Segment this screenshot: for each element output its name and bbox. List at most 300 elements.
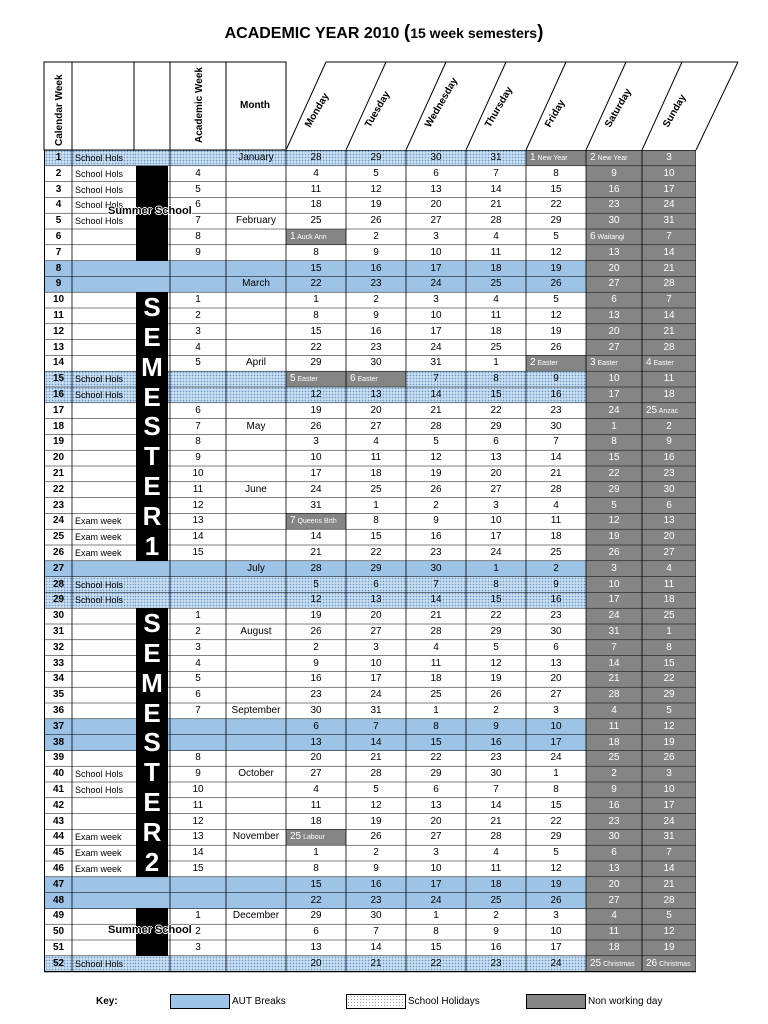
day-cell: 24: [586, 608, 642, 624]
day-cell: 22: [550, 815, 562, 827]
day-cell: 3: [553, 705, 559, 716]
day-cell: 28: [490, 215, 502, 227]
day-cell: 19: [550, 325, 562, 337]
semester-2-bar: [136, 608, 168, 877]
key-aut-swatch: [170, 994, 230, 1009]
semester-letter: E: [143, 381, 161, 412]
day-cell: 3 Easter: [586, 355, 642, 371]
day-cell: 30: [370, 357, 382, 369]
day-header-friday: Friday: [543, 98, 568, 130]
calendar-week-cell: 38: [44, 735, 72, 751]
day-cell: 25: [586, 750, 642, 766]
day-cell: 13: [286, 735, 346, 751]
day-cell: 9: [642, 434, 696, 450]
day-cell: 26: [586, 545, 642, 561]
day-cell: 15: [550, 799, 562, 811]
day-cell: 10: [586, 371, 642, 387]
day-cell: 3: [433, 231, 439, 242]
day-cell: 16: [586, 798, 642, 814]
day-cell: 3: [553, 910, 559, 922]
day-cell: 30: [490, 768, 502, 780]
day-cell: 4: [493, 847, 499, 859]
day-cell: 2: [526, 561, 586, 577]
day-cell: 20: [430, 815, 442, 827]
day-cell: 6: [346, 577, 406, 593]
day-cell: 15: [586, 450, 642, 466]
day-cell: 20: [642, 529, 696, 545]
calendar-week-cell: 15: [44, 371, 72, 387]
day-cell: 18: [370, 468, 382, 479]
day-cell: 12: [286, 592, 346, 608]
semester-letter: E: [143, 471, 161, 502]
day-cell: 4: [373, 436, 379, 448]
week-label-cell: Exam week: [75, 548, 122, 558]
day-cell: 13: [586, 245, 642, 261]
day-cell: 24: [490, 547, 502, 558]
day-cell: 12: [642, 924, 696, 940]
day-cell: 26 Christmas: [642, 956, 696, 972]
day-cell: 21: [490, 199, 502, 211]
day-cell: 30: [406, 150, 466, 166]
day-cell: 4: [642, 561, 696, 577]
day-cell: 7: [642, 229, 696, 245]
day-cell: 13: [586, 861, 642, 877]
day-cell: 13: [586, 308, 642, 324]
day-cell: 12: [370, 183, 382, 195]
day-cell: 12: [286, 387, 346, 403]
day-cell: 8: [642, 640, 696, 656]
academic-week-cell: 9: [195, 246, 201, 258]
day-cell: 11: [490, 863, 502, 874]
day-cell: 27: [586, 340, 642, 356]
semester-letter: T: [144, 757, 160, 788]
day-cell: 1: [313, 294, 319, 306]
day-cell: 1: [493, 357, 499, 369]
academic-week-cell: 1: [195, 610, 201, 622]
day-cell: 3: [433, 294, 439, 306]
day-cell: 25: [550, 547, 562, 558]
academic-week-cell: 4: [195, 657, 201, 669]
day-cell: 29: [490, 626, 502, 637]
day-cell: 30: [406, 561, 466, 577]
calendar-week-cell: 39: [44, 750, 72, 766]
day-cell: 30: [310, 705, 322, 716]
day-cell: 21: [310, 547, 322, 558]
day-cell: 30: [550, 420, 562, 432]
month-cell: November: [232, 831, 280, 843]
key-label: Key:: [96, 996, 118, 1007]
day-cell: 22: [286, 893, 346, 909]
day-cell: 21: [430, 610, 442, 622]
day-cell: 13: [310, 942, 322, 953]
calendar-week-cell: 41: [44, 782, 72, 798]
academic-week-cell: 10: [192, 468, 204, 479]
day-cell: 31: [642, 213, 696, 229]
day-cell: 29: [430, 768, 442, 780]
academic-week-cell: 1: [195, 910, 201, 922]
day-cell: 28: [370, 768, 382, 780]
day-cell: 24: [430, 341, 442, 353]
day-cell: 20: [490, 468, 502, 479]
day-cell: 28: [586, 687, 642, 703]
day-cell: 25: [466, 893, 526, 909]
day-cell: 9: [373, 246, 379, 258]
day-cell: 5: [373, 784, 379, 795]
day-cell: 5: [373, 167, 379, 179]
semester-letter: E: [143, 697, 161, 728]
day-cell: 28: [286, 561, 346, 577]
day-cell: 7: [373, 926, 379, 938]
day-cell: 24: [406, 893, 466, 909]
day-cell: 28: [430, 420, 442, 432]
day-cell: 19: [586, 529, 642, 545]
day-cell: 13: [346, 592, 406, 608]
academic-week-cell: 13: [192, 831, 204, 843]
day-cell: 5: [493, 641, 499, 653]
summer-school-bottom-label: Summer School: [108, 924, 192, 937]
day-cell: 12: [550, 310, 562, 321]
day-cell: 15: [466, 387, 526, 403]
academic-week-cell: 9: [195, 768, 201, 780]
week-label-cell: School Hols: [72, 577, 134, 593]
day-cell: 30: [642, 482, 696, 498]
calendar-week-cell: 37: [44, 719, 72, 735]
day-cell: 31: [430, 357, 442, 369]
day-cell: 16: [526, 387, 586, 403]
day-cell: 16: [466, 735, 526, 751]
day-cell: 22: [430, 752, 442, 764]
day-cell: 9: [586, 166, 642, 182]
calendar-week-cell: 29: [44, 592, 72, 608]
day-cell: 13: [490, 452, 502, 464]
academic-week-cell: 3: [195, 325, 201, 337]
day-cell: 2: [373, 847, 379, 859]
day-cell: 11: [642, 577, 696, 593]
day-cell: 28: [550, 483, 562, 495]
calendar-week-cell: 3: [44, 182, 72, 198]
semester-letter: S: [143, 411, 161, 442]
day-cell: 13: [430, 183, 442, 195]
week-label-cell: Exam week: [75, 864, 122, 874]
day-header-thursday: Thursday: [483, 85, 516, 130]
day-cell: 19: [490, 673, 502, 685]
day-cell: 25: [490, 341, 502, 353]
day-cell: 6: [313, 926, 319, 938]
academic-week-cell: 6: [195, 689, 201, 701]
day-cell: 25: [310, 215, 322, 227]
day-cell: 16: [346, 261, 406, 277]
calendar-week-cell: 45: [44, 845, 72, 861]
calendar-week-cell: 17: [44, 403, 72, 419]
day-cell: 5: [586, 498, 642, 514]
week-label-cell: School Hols: [75, 184, 124, 195]
day-cell: 18: [586, 940, 642, 956]
day-cell: 8: [553, 784, 559, 795]
day-cell: 12: [370, 799, 382, 811]
day-cell: 6: [433, 167, 439, 179]
day-cell: 29: [490, 420, 502, 432]
day-cell: 9: [526, 371, 586, 387]
month-cell: August: [240, 626, 272, 637]
day-cell: 6: [493, 436, 499, 448]
week-label-cell: School Hols: [72, 371, 134, 387]
title-paren-close: ): [537, 22, 544, 43]
month-cell: February: [235, 215, 276, 227]
day-cell: 3: [586, 561, 642, 577]
day-cell: 22: [586, 466, 642, 482]
day-cell: 6: [286, 719, 346, 735]
day-cell: 16: [310, 673, 322, 685]
day-cell: 21: [642, 877, 696, 893]
day-cell: 29: [310, 357, 322, 369]
day-cell: 14: [310, 531, 322, 543]
day-cell: 7: [406, 371, 466, 387]
day-cell: 10: [526, 719, 586, 735]
day-cell: 17: [490, 531, 502, 543]
academic-week-cell: 7: [195, 215, 201, 227]
day-cell: 29: [550, 831, 562, 843]
calendar-week-cell: 14: [44, 355, 72, 371]
day-cell: 6 Easter: [346, 371, 406, 387]
day-cell: 8: [406, 719, 466, 735]
day-cell: 24: [370, 689, 382, 701]
day-cell: 17: [550, 942, 562, 953]
week-label-cell: School Hols: [72, 150, 134, 166]
day-cell: 20: [586, 877, 642, 893]
day-cell: 27: [550, 689, 562, 701]
calendar-week-cell: 18: [44, 419, 72, 435]
day-cell: 19: [310, 610, 322, 622]
day-cell: 22: [406, 956, 466, 972]
calendar-week-cell: 1: [44, 150, 72, 166]
day-cell: 10: [490, 515, 502, 527]
day-cell: 14: [586, 656, 642, 672]
academic-week-cell: 5: [195, 183, 201, 195]
day-cell: 17: [406, 261, 466, 277]
day-cell: 15: [642, 656, 696, 672]
day-cell: 8: [433, 926, 439, 938]
academic-week-cell: 15: [192, 547, 204, 558]
month-cell: May: [246, 420, 266, 432]
day-cell: 9: [586, 782, 642, 798]
day-cell: 14: [550, 452, 562, 464]
day-cell: 11: [490, 310, 502, 321]
day-cell: 16: [526, 592, 586, 608]
academic-week-cell: 9: [195, 452, 201, 464]
day-cell: 21: [490, 815, 502, 827]
day-cell: 2 Easter: [526, 355, 586, 371]
calendar-week-cell: 36: [44, 703, 72, 719]
academic-week-cell: 1: [195, 294, 201, 306]
day-cell: 25: [642, 608, 696, 624]
day-header-monday: Monday: [303, 91, 332, 130]
day-cell: 10: [430, 863, 442, 874]
key-school-label: School Holidays: [408, 996, 480, 1007]
semester-letter: S: [143, 727, 161, 758]
day-cell: 26: [550, 341, 562, 353]
day-cell: 27: [586, 276, 642, 292]
academic-week-cell: 13: [192, 515, 204, 527]
academic-week-cell: 15: [192, 863, 204, 874]
day-header-tuesday: Tuesday: [363, 89, 393, 130]
day-cell: 23: [586, 814, 642, 830]
day-cell: 12: [586, 513, 642, 529]
day-cell: 17: [370, 673, 382, 685]
day-cell: 12: [550, 246, 562, 258]
calendar-week-header: Calendar Week: [54, 74, 65, 146]
day-cell: 19: [310, 404, 322, 416]
day-cell: 2: [642, 419, 696, 435]
day-cell: 31: [642, 829, 696, 845]
day-cell: 2: [493, 910, 499, 922]
calendar-week-cell: 31: [44, 624, 72, 640]
academic-week-cell: 3: [195, 641, 201, 653]
calendar-week-cell: 10: [44, 292, 72, 308]
day-cell: 24: [526, 956, 586, 972]
day-cell: 30: [586, 213, 642, 229]
key-nonwork-swatch: [526, 994, 586, 1009]
calendar-week-cell: 35: [44, 687, 72, 703]
calendar-week-cell: 23: [44, 498, 72, 514]
day-cell: 11: [586, 719, 642, 735]
day-cell: 4: [586, 908, 642, 924]
day-cell: 21: [642, 261, 696, 277]
calendar-week-cell: 5: [44, 213, 72, 229]
academic-week-cell: 12: [192, 499, 204, 511]
day-cell: 22: [370, 547, 382, 558]
day-cell: 5: [286, 577, 346, 593]
day-cell: 20: [586, 261, 642, 277]
week-label-cell: School Hols: [75, 168, 124, 179]
day-cell: 4: [433, 641, 439, 653]
day-cell: 21: [346, 956, 406, 972]
day-cell: 7: [586, 640, 642, 656]
week-label-cell: School Hols: [75, 769, 124, 780]
day-cell: 28: [286, 150, 346, 166]
day-cell: 1: [433, 910, 439, 922]
day-cell: 11: [550, 515, 562, 527]
title-main: ACADEMIC YEAR 2010: [224, 25, 404, 42]
day-cell: 4: [553, 499, 559, 511]
day-cell: 14: [490, 183, 502, 195]
day-cell: 2: [433, 499, 439, 511]
month-cell: October: [238, 768, 274, 780]
day-cell: 13: [550, 657, 562, 669]
day-cell: 23: [490, 752, 502, 764]
day-cell: 2: [373, 231, 379, 242]
calendar-week-cell: 33: [44, 656, 72, 672]
day-cell: 13: [430, 799, 442, 811]
day-cell: 30: [586, 829, 642, 845]
week-label-cell: School Hols: [75, 785, 124, 795]
semester-letter: E: [143, 321, 161, 352]
day-cell: 14: [346, 735, 406, 751]
calendar-week-cell: 40: [44, 766, 72, 782]
day-cell: 29: [586, 482, 642, 498]
day-cell: 1: [466, 561, 526, 577]
calendar-week-cell: 21: [44, 466, 72, 482]
day-cell: 18: [490, 325, 502, 337]
day-cell: 16: [642, 450, 696, 466]
academic-week-cell: 14: [192, 847, 204, 859]
academic-week-cell: 14: [192, 531, 204, 543]
academic-week-cell: 8: [195, 436, 201, 448]
calendar-week-cell: 19: [44, 434, 72, 450]
calendar-week-cell: 34: [44, 671, 72, 687]
day-cell: 23: [642, 466, 696, 482]
key-school-swatch: [346, 994, 406, 1009]
day-cell: 10: [370, 657, 382, 669]
semester-letter: 1: [144, 530, 160, 561]
day-cell: 27: [642, 545, 696, 561]
academic-week-cell: 12: [192, 815, 204, 827]
day-cell: 26: [430, 483, 442, 495]
day-cell: 26: [526, 893, 586, 909]
day-cell: 29: [346, 150, 406, 166]
day-cell: 17: [310, 468, 322, 479]
day-cell: 2: [373, 294, 379, 306]
day-cell: 8: [553, 167, 559, 179]
semester-letter: 2: [144, 846, 160, 877]
calendar-week-cell: 20: [44, 450, 72, 466]
title-paren-open: (: [403, 22, 411, 43]
day-cell: 11: [586, 924, 642, 940]
academic-week-header: Academic Week: [194, 67, 205, 143]
day-cell: 22: [490, 404, 502, 416]
day-cell: 8: [466, 371, 526, 387]
day-cell: 25: [370, 483, 382, 495]
day-cell: 16: [490, 942, 502, 953]
academic-week-cell: 11: [192, 483, 204, 495]
day-cell: 4: [313, 784, 319, 795]
month-cell: September: [231, 705, 281, 716]
day-cell: 15: [430, 942, 442, 953]
day-cell: 26: [526, 276, 586, 292]
week-label-cell: School Hols: [75, 200, 124, 211]
day-cell: 11: [642, 371, 696, 387]
day-cell: 23: [550, 610, 562, 622]
day-cell: 8: [313, 863, 319, 874]
day-cell: 28: [642, 893, 696, 909]
day-cell: 1: [433, 705, 439, 716]
day-header-saturday: Saturday: [603, 86, 634, 130]
academic-week-cell: 2: [195, 926, 201, 938]
day-cell: 6: [586, 292, 642, 308]
semester-letter: S: [143, 292, 161, 323]
table-header: [0, 0, 768, 160]
day-cell: 17: [642, 182, 696, 198]
academic-week-cell: 8: [195, 231, 201, 242]
day-cell: 7: [406, 577, 466, 593]
day-cell: 27: [430, 215, 442, 227]
day-cell: 22: [642, 671, 696, 687]
day-cell: 2: [493, 705, 499, 716]
calendar-week-cell: 6: [44, 229, 72, 245]
calendar-week-cell: 44: [44, 829, 72, 845]
day-cell: 17: [642, 798, 696, 814]
day-cell: 18: [642, 387, 696, 403]
day-cell: 2: [586, 766, 642, 782]
calendar-week-cell: 12: [44, 324, 72, 340]
day-cell: 20: [370, 404, 382, 416]
day-cell: 26: [310, 626, 322, 637]
day-cell: 15: [286, 877, 346, 893]
day-cell: 10: [586, 577, 642, 593]
day-cell: 11: [430, 657, 442, 669]
day-cell: 9: [433, 515, 439, 527]
academic-week-cell: 7: [195, 705, 201, 716]
day-cell: 19: [370, 199, 382, 211]
